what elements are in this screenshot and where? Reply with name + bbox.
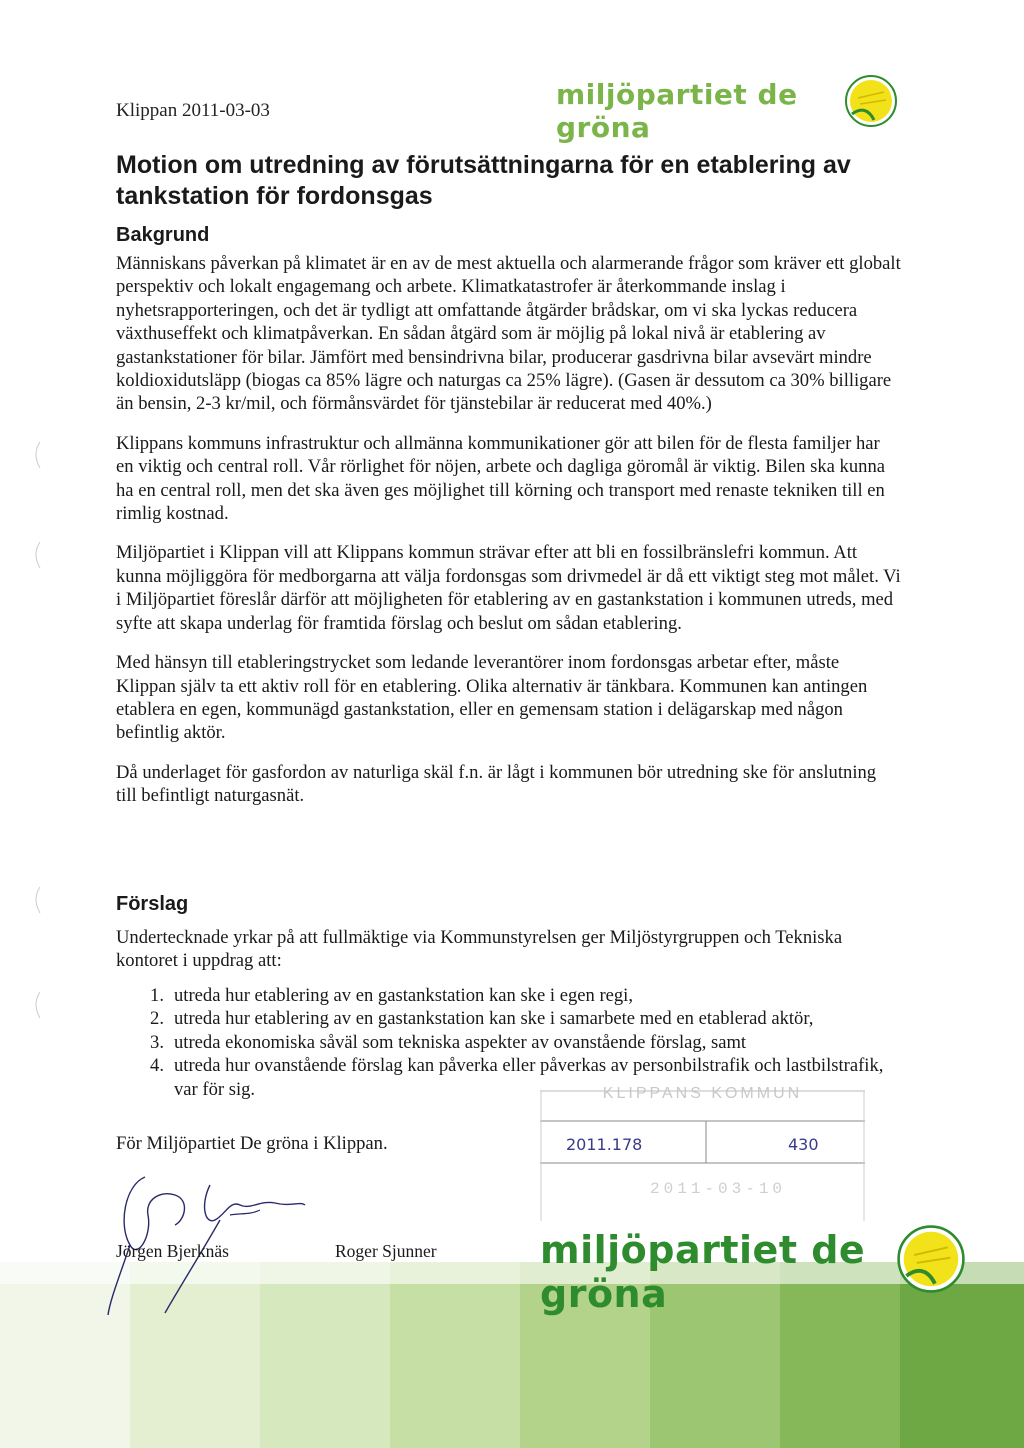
stamp-number: 430 — [788, 1135, 819, 1154]
bakgrund-paragraph: Miljöpartiet i Klippan vill att Klippans kommun strävar efter att bli en fossilbränslefri kommun. Att kunna möjliggöra för medborgarna att välja fordonsgas som drivmedel är då ett viktigt steg mot målet. Vi i Miljöpartiet föreslår därför att möjligheten för etablering av en gastankstation i kommunen utreds, med syfte att skapa underlag för framtida förslag och beslut om sådan etablering. — [116, 542, 901, 634]
list-item-text: utreda ekonomiska såväl som tekniska aspekter av ovanstående förslag, samt — [174, 1031, 747, 1053]
forslag-intro — [116, 926, 901, 989]
list-item — [116, 1031, 906, 1054]
list-item — [116, 984, 906, 1007]
list-item-number: 1. — [150, 985, 164, 1006]
bakgrund-paragraph: Människans påverkan på klimatet är en av de mest aktuella och alarmerande frågor som kräver ett globalt perspektiv och lokalt engagemang och arbete. Klimatkatastrofer är återkommande inslag i nyhetsrapporteringen, och det är tydligt att omfattande åtgärder brådskar, om vi ska lyckas reducera växthuseffekt och klimatpåverkan. En sådan åtgärd som är möjlig på lokal nivå är etablering av gastankstationer för bilar. Jämfört med bensindrivna bilar, producerar gasdrivna bilar avsevärt mindre koldioxidutsläpp (biogas ca 85% lägre och naturgas ca 25% lägre). (Gasen är dessutom ca 30% billigare än bensin, 2-3 kr/mil, och förmånsvärdet för tjänstebilar är reducerat med 40%.) — [116, 253, 901, 415]
list-item-text: utreda hur ovanstående förslag kan påverka eller påverkas av personbilstrafik och lastbilstrafik, var för sig. — [174, 1055, 884, 1100]
dandelion-logo-icon — [844, 74, 898, 128]
section-heading-bakgrund: Bakgrund — [116, 224, 210, 246]
document-title: Motion om utredning av förutsättningarna för en etablering av tankstation för fordonsgas — [116, 151, 851, 210]
party-logo-footer — [540, 1228, 1000, 1316]
bakgrund-paragraph: Då underlaget för gasfordon av naturliga skäl f.n. är lågt i kommunen bör utredning ske för anslutning till befintligt naturgasnät. — [116, 761, 877, 807]
stamp-diarienr: 2011.178 — [566, 1135, 643, 1154]
logo-wordmark: miljöpartiet de gröna — [540, 1228, 866, 1316]
section-heading-forslag: Förslag — [116, 893, 189, 915]
bakgrund-paragraph: Klippans kommuns infrastruktur och allmänna kommunikationer gör att bilen för de flesta familjer har en viktig och central roll. Vår rörlighet för nöjen, arbete och dagliga göromål är viktig. Bilen ska kunna ha en central roll, men det ska även ges möjlighet till körning och transport med renaste tekniken till en rimlig kostnad. — [116, 432, 885, 525]
scan-margin-mark — [30, 885, 44, 915]
scan-margin-mark — [30, 540, 44, 570]
bakgrund-body — [116, 252, 901, 824]
signatory-name: Jörgen Bjerknäs — [116, 1241, 229, 1261]
list-item-number: 4. — [150, 1055, 164, 1077]
stamp-received-date: 2011-03-10 — [650, 1180, 787, 1198]
logo-wordmark: miljöpartiet de gröna — [556, 78, 798, 144]
forslag-intro-text: Undertecknade yrkar på att fullmäktige via Kommunstyrelsen ger Miljöstyrgruppen och Tekniska kontoret i uppdrag att: — [116, 927, 843, 972]
party-logo-header — [556, 78, 896, 144]
registration-stamp — [540, 1083, 865, 1223]
document-date: Klippan 2011-03-03 — [116, 100, 270, 121]
scan-margin-mark — [30, 990, 44, 1020]
list-item-number: 2. — [150, 1008, 164, 1030]
closing-line: För Miljöpartiet De gröna i Klippan. — [116, 1133, 388, 1154]
scan-margin-mark — [30, 440, 44, 470]
list-item — [116, 1007, 906, 1030]
list-item-text: utreda hur etablering av en gastankstation kan ske i samarbete med en etablerad aktör, — [174, 1008, 814, 1030]
list-item-text: utreda hur etablering av en gastankstation kan ske i egen regi, — [174, 985, 633, 1006]
list-item-number: 3. — [150, 1031, 164, 1053]
bakgrund-paragraph: Med hänsyn till etableringstrycket som ledande leverantörer inom fordonsgas arbetar efter, måste Klippan själv ta ett aktiv roll för en etablering. Olika alternativ är tänkbara. Kommunen kan antingen etablera en egen, kommunägd gastankstation, eller en gemensam station i delägarskap med någon befintlig aktör. — [116, 652, 868, 744]
signatory-name: Roger Sjunner — [335, 1241, 437, 1261]
dandelion-logo-icon — [896, 1224, 966, 1294]
stamp-title: KLIPPANS KOMMUN — [602, 1085, 803, 1102]
